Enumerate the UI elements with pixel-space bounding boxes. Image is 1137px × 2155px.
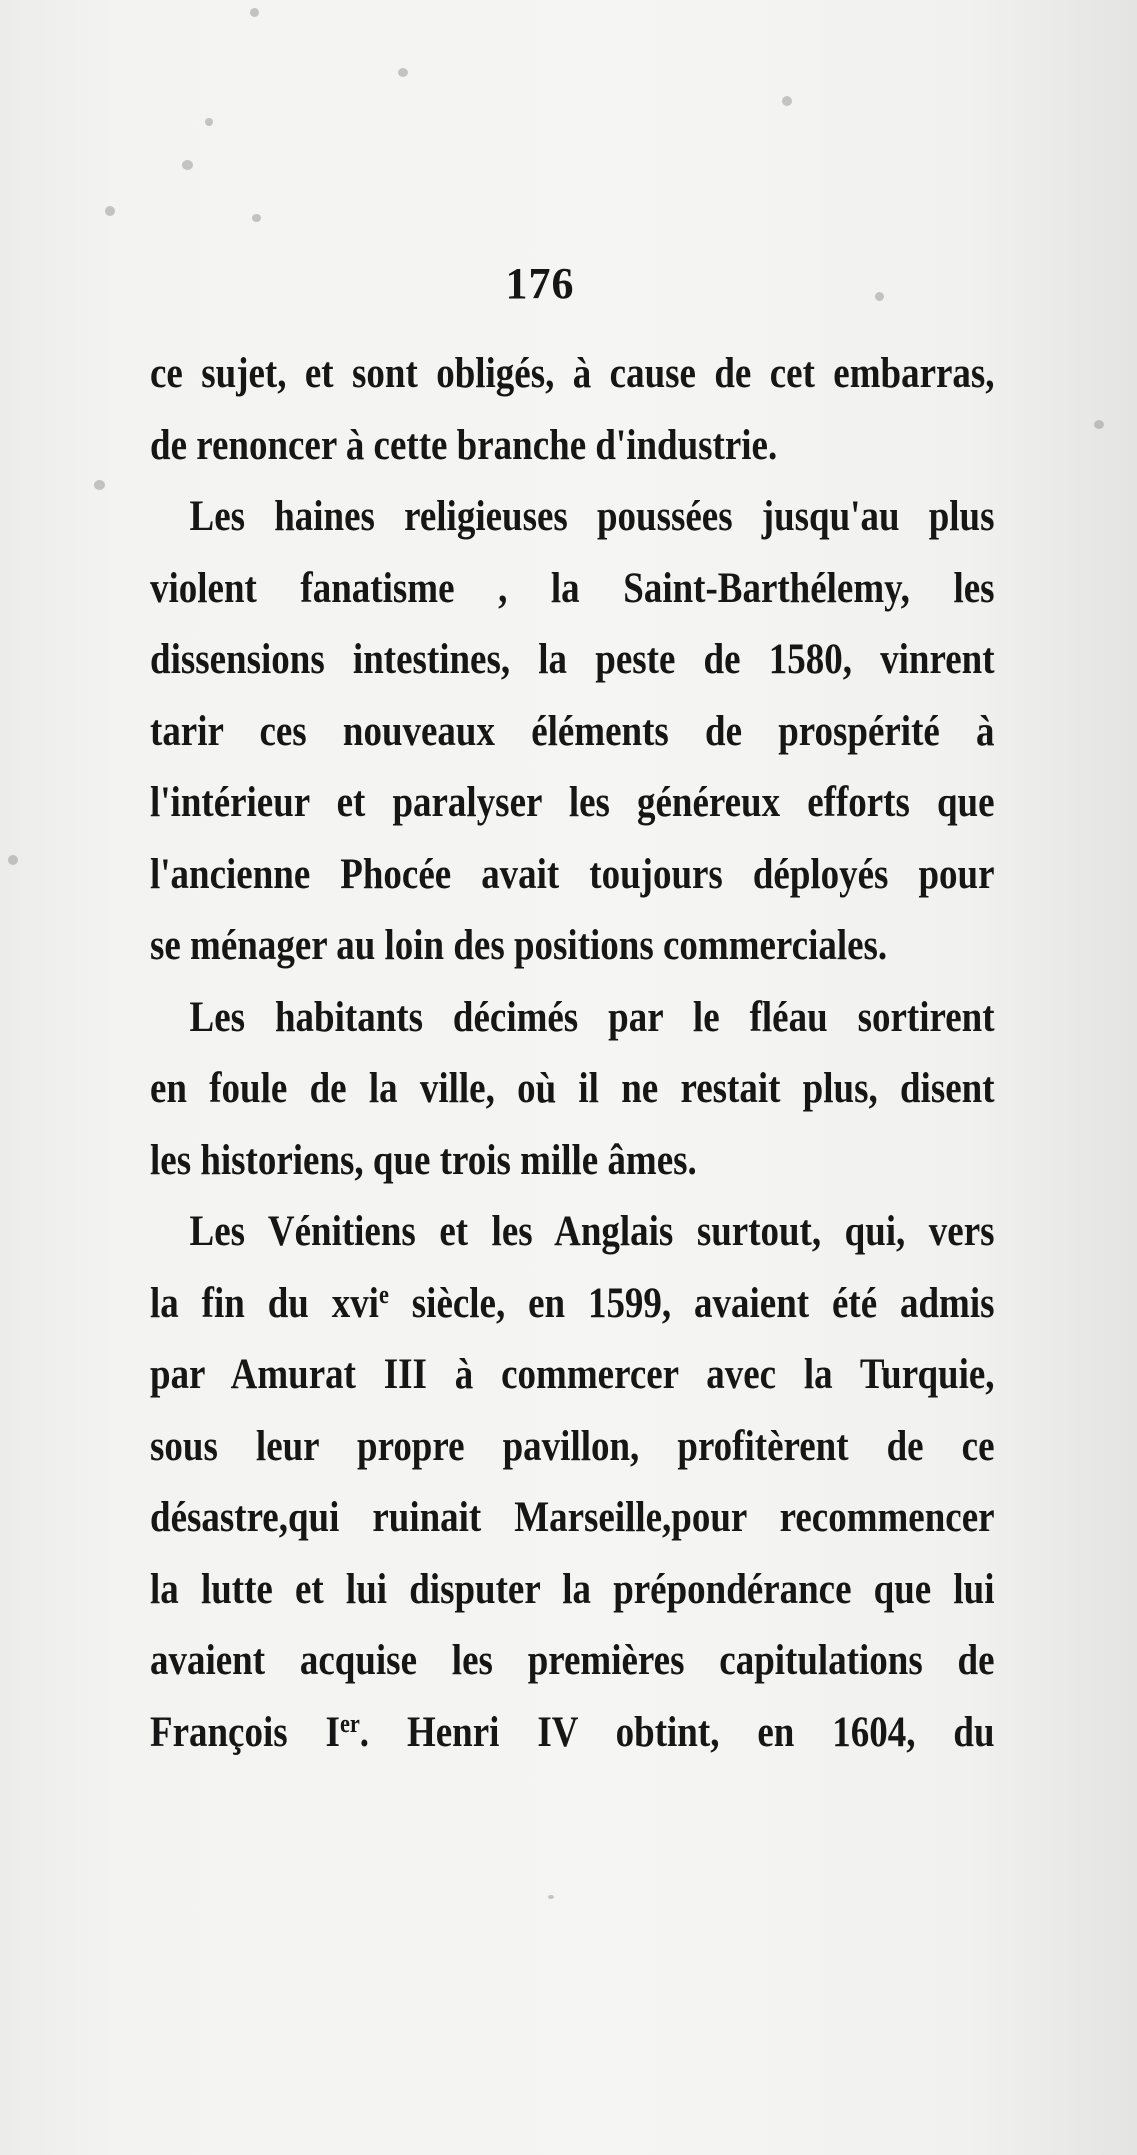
text-line: les historiens, que trois mille âmes. bbox=[150, 1136, 697, 1184]
paper-speck bbox=[105, 206, 115, 216]
paper-speck bbox=[250, 8, 259, 17]
text-line: la lutte et lui disputer la prépondérance que lui bbox=[150, 1565, 995, 1613]
text-line: l'intérieur et paralyser les généreux efforts que bbox=[150, 779, 995, 826]
paper-speck bbox=[1094, 420, 1104, 429]
paragraph-first-line: Les habitants décimés par le fléau sortirent bbox=[189, 993, 995, 1041]
paragraph-first-line: Les haines religieuses poussées jusqu'au plus bbox=[189, 493, 995, 540]
paper-speck bbox=[548, 1895, 554, 1899]
text-line: de renoncer à cette branche d'industrie. bbox=[150, 421, 778, 469]
text-line-with-superscript bbox=[150, 1268, 995, 1340]
paper-speck bbox=[782, 96, 792, 106]
text-line: se ménager au loin des positions commerciales. bbox=[150, 922, 888, 969]
paper-speck bbox=[205, 118, 213, 126]
text-line: avaient acquise les premières capitulations de bbox=[150, 1637, 995, 1684]
paragraph-first-line: Les Vénitiens et les Anglais surtout, qui, vers bbox=[189, 1208, 995, 1255]
text-line: ce sujet, et sont obligés, à cause de cet embarras, bbox=[150, 350, 995, 397]
text-segment: la fin du xvi bbox=[150, 1279, 379, 1327]
text-line: l'ancienne Phocée avait toujours déployés pour bbox=[150, 850, 995, 898]
text-line: violent fanatisme , la Saint-Barthélemy, les bbox=[150, 564, 995, 612]
paper-speck bbox=[182, 160, 193, 170]
text-segment: François I bbox=[150, 1708, 340, 1756]
text-segment: . Henri IV obtint, en 1604, du bbox=[359, 1708, 995, 1756]
paper-speck bbox=[398, 68, 408, 77]
text-segment: siècle, en 1599, avaient été admis bbox=[388, 1279, 995, 1327]
paper-speck bbox=[94, 480, 105, 490]
superscript: e bbox=[378, 1279, 389, 1309]
text-line: dissensions intestines, la peste de 1580, vinrent bbox=[150, 636, 995, 683]
page-number: 176 bbox=[505, 259, 575, 308]
text-line: en foule de la ville, où il ne restait plus, disent bbox=[150, 1065, 995, 1112]
paper-speck bbox=[8, 855, 18, 865]
body-text bbox=[150, 338, 995, 1768]
text-line: par Amurat III à commercer avec la Turquie, bbox=[150, 1351, 995, 1398]
text-line-with-superscript bbox=[150, 1697, 995, 1769]
text-line: désastre,qui ruinait Marseille,pour recommencer bbox=[150, 1494, 995, 1541]
text-line: sous leur propre pavillon, profitèrent de ce bbox=[150, 1422, 995, 1470]
superscript: er bbox=[339, 1708, 360, 1738]
paper-speck bbox=[252, 214, 261, 222]
text-line: tarir ces nouveaux éléments de prospérité à bbox=[150, 707, 995, 755]
